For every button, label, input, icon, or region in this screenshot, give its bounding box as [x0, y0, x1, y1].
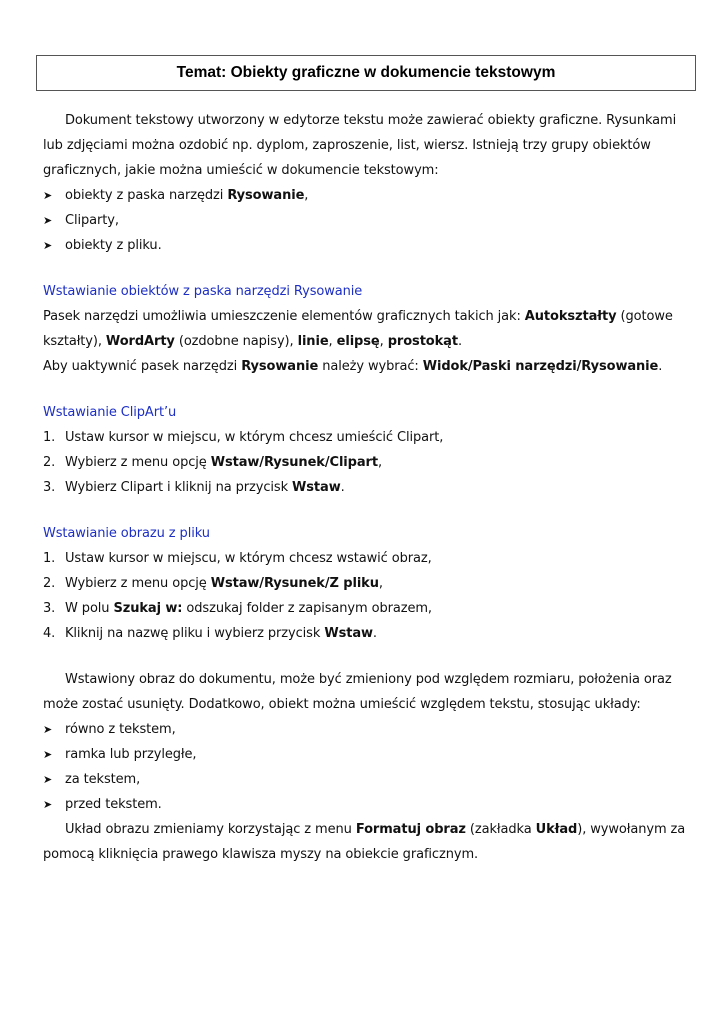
arrowhead-bullet-icon: ➤: [43, 748, 53, 761]
arrowhead-bullet-icon: ➤: [43, 189, 53, 202]
list-item-text: obiekty z pliku.: [65, 238, 162, 253]
drawing-activate-paragraph: Aby uaktywnić pasek narzędzi Rysowanie należy wybrać: Widok/Paski narzędzi/Rysowanie.: [43, 359, 663, 374]
section-heading-clipart: Wstawianie ClipArt’u: [43, 405, 177, 420]
arrowhead-bullet-icon: ➤: [43, 214, 53, 227]
list-item: 3. W polu Szukaj w: odszukaj folder z zapisanym obrazem,: [43, 601, 432, 616]
page-title: Temat: Obiekty graficzne w dokumencie tekstowym: [176, 64, 556, 81]
title-box: [36, 55, 696, 91]
list-item: [43, 208, 693, 233]
list-item: ➤ za tekstem,: [43, 767, 693, 792]
list-item: 2. Wybierz z menu opcję Wstaw/Rysunek/Clipart,: [43, 455, 383, 470]
list-item: 4. Kliknij na nazwę pliku i wybierz przycisk Wstaw.: [43, 626, 377, 641]
arrowhead-bullet-icon: ➤: [43, 798, 53, 811]
list-item-text: obiekty z paska narzędzi Rysowanie,: [65, 188, 309, 203]
list-item: [43, 233, 693, 258]
list-item: 2. Wybierz z menu opcję Wstaw/Rysunek/Z pliku,: [43, 576, 383, 591]
layout-paragraph: Układ obrazu zmieniamy korzystając z menu Formatuj obraz (zakładka Układ), wywołanym za pomocą kliknięcia prawego klawisza myszy na obiekcie graficznym.: [43, 822, 686, 862]
arrowhead-bullet-icon: ➤: [43, 773, 53, 786]
list-item-text: Cliparty,: [65, 213, 119, 228]
intro-paragraph: Dokument tekstowy utworzony w edytorze tekstu może zawierać obiekty graficzne. Rysunkami lub zdjęciami można ozdobić np. dyplom, zaproszenie, list, wiersz. Istnieją trzy grupy obiektów graficznych, jakie można umieścić w dokumencie tekstowym:: [43, 113, 677, 178]
section-heading-drawing: Wstawianie obiektów z paska narzędzi Rysowanie: [43, 284, 363, 299]
section-heading-file-image: Wstawianie obrazu z pliku: [43, 526, 210, 541]
list-item: 1. Ustaw kursor w miejscu, w którym chcesz umieścić Clipart,: [43, 430, 444, 445]
arrowhead-bullet-icon: ➤: [43, 239, 53, 252]
list-item: 3. Wybierz Clipart i kliknij na przycisk Wstaw.: [43, 480, 345, 495]
list-item: [43, 183, 693, 208]
document-body: [43, 108, 693, 867]
arrowhead-bullet-icon: ➤: [43, 723, 53, 736]
list-item: 1. Ustaw kursor w miejscu, w którym chcesz wstawić obraz,: [43, 551, 432, 566]
closing-paragraph: Wstawiony obraz do dokumentu, może być zmieniony pod względem rozmiaru, położenia oraz może zostać usunięty. Dodatkowo, obiekt można umieścić względem tekstu, stosując układy:: [43, 672, 672, 712]
list-item: ➤ przed tekstem.: [43, 792, 693, 817]
drawing-paragraph: Pasek narzędzi umożliwia umieszczenie elementów graficznych takich jak: Autokształty (gotowe kształty), WordArty (ozdobne napisy), linie, elipsę, prostokąt.: [43, 309, 673, 349]
list-item: ➤ równo z tekstem,: [43, 717, 693, 742]
list-item: ➤ ramka lub przyległe,: [43, 742, 693, 767]
